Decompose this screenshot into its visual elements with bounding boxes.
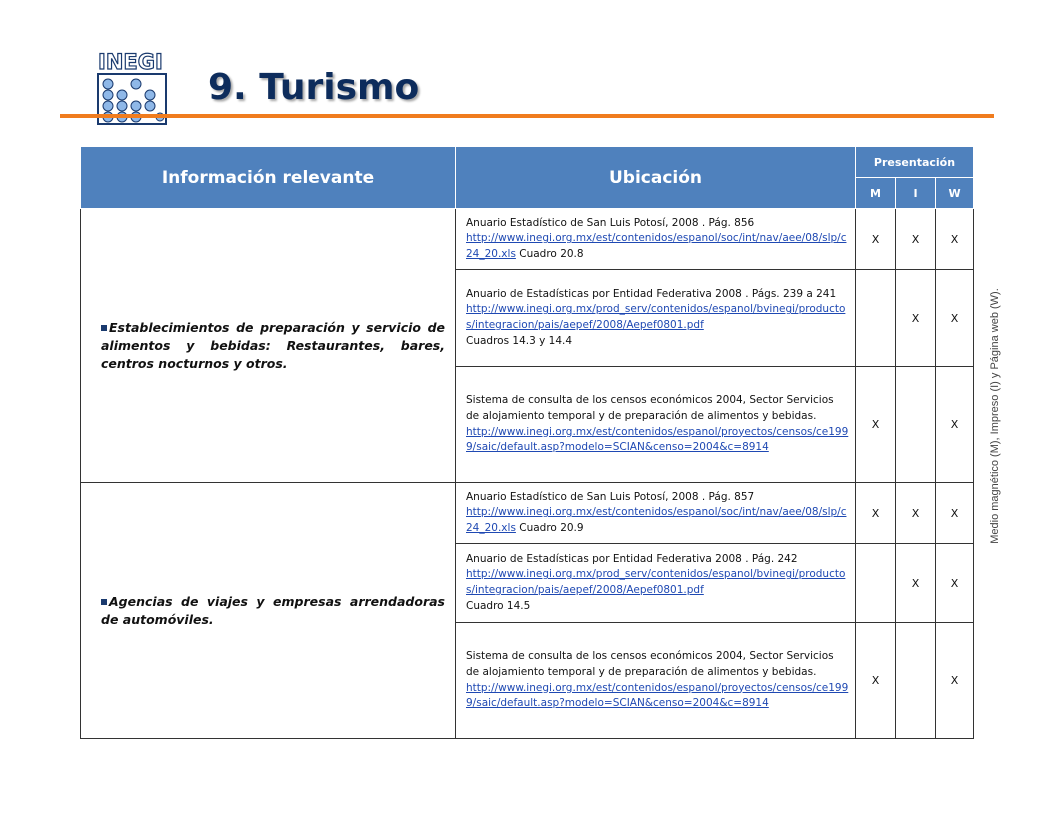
source-link[interactable]: http://www.inegi.org.mx/prod_serv/contenidos/espanol/bvinegi/productos/integracion/pais/aepef/2008/Aepef0801.pdf xyxy=(466,568,846,596)
mark-m xyxy=(856,544,896,623)
mark-m: X xyxy=(856,209,896,270)
group-label: Agencias de viajes y empresas arrendadoras de automóviles. xyxy=(101,593,445,627)
mark-w: X xyxy=(936,270,974,367)
source-link[interactable]: http://www.inegi.org.mx/prod_serv/contenidos/espanol/bvinegi/productos/integracion/pais/aepef/2008/Aepef0801.pdf xyxy=(466,303,846,331)
source-link[interactable]: http://www.inegi.org.mx/est/contenidos/espanol/proyectos/censos/ce1999/saic/default.asp?modelo=SCIAN&censo=2004&c=8914 xyxy=(466,425,849,454)
source-title: Sistema de consulta de los censos económicos 2004, Sector Servicios de alojamiento temporal y de preparación de alimentos y bebidas. xyxy=(466,394,834,422)
side-note-text: Medio magnético (M), Impreso (I) y Página web (W). xyxy=(989,288,1001,544)
side-note xyxy=(985,262,1005,570)
location-cell xyxy=(456,483,856,544)
mark-m: X xyxy=(856,623,896,739)
source-title: Anuario de Estadísticas por Entidad Federativa 2008 . Págs. 239 a 241 xyxy=(466,287,837,300)
source-link[interactable]: http://www.inegi.org.mx/est/contenidos/espanol/proyectos/censos/ce1999/saic/default.asp?modelo=SCIAN&censo=2004&c=8914 xyxy=(466,681,849,710)
location-cell xyxy=(456,623,856,739)
mark-i: X xyxy=(896,483,936,544)
location-cell xyxy=(456,209,856,270)
header-m: M xyxy=(856,178,896,209)
title-divider xyxy=(60,114,994,118)
mark-w: X xyxy=(936,209,974,270)
header-w: W xyxy=(936,178,974,209)
source-title: Anuario Estadístico de San Luis Potosí, 2008 . Pág. 857 xyxy=(466,490,755,503)
mark-i: X xyxy=(896,270,936,367)
table-row xyxy=(81,209,974,270)
group-label: Establecimientos de preparación y servicio de alimentos y bebidas: Restaurantes, bares, centros nocturnos y otros. xyxy=(101,319,445,371)
source-note: Cuadro 20.8 xyxy=(515,247,584,260)
source-link[interactable]: http://www.inegi.org.mx/est/contenidos/espanol/soc/int/nav/aee/08/slp/c24_20.xls xyxy=(466,232,847,260)
header-presentacion: Presentación xyxy=(856,147,974,178)
source-title: Anuario Estadístico de San Luis Potosí, 2008 . Pág. 856 xyxy=(466,216,755,229)
mark-w: X xyxy=(936,544,974,623)
location-cell xyxy=(456,544,856,623)
mark-m: X xyxy=(856,483,896,544)
header-i: I xyxy=(896,178,936,209)
source-note: Cuadro 14.5 xyxy=(466,599,531,612)
mark-i xyxy=(896,367,936,483)
group-label-cell xyxy=(81,209,456,483)
mark-w: X xyxy=(936,623,974,739)
source-link[interactable]: http://www.inegi.org.mx/est/contenidos/espanol/soc/int/nav/aee/08/slp/c24_20.xls xyxy=(466,506,847,534)
source-note: Cuadros 14.3 y 14.4 xyxy=(466,334,573,347)
bullet-icon xyxy=(101,599,107,605)
logo-text: INEGI xyxy=(98,50,163,74)
group-label-cell xyxy=(81,483,456,739)
location-cell xyxy=(456,367,856,483)
header-info: Información relevante xyxy=(81,147,456,209)
mark-i xyxy=(896,623,936,739)
mark-i: X xyxy=(896,544,936,623)
header-ubicacion: Ubicación xyxy=(456,147,856,209)
bullet-icon xyxy=(101,325,107,331)
location-cell xyxy=(456,270,856,367)
mark-i: X xyxy=(896,209,936,270)
source-title: Anuario de Estadísticas por Entidad Federativa 2008 . Pág. 242 xyxy=(466,552,798,565)
mark-m: X xyxy=(856,367,896,483)
table-row xyxy=(81,483,974,544)
mark-w: X xyxy=(936,367,974,483)
page-title: 9. Turismo xyxy=(208,67,420,108)
source-note: Cuadro 20.9 xyxy=(515,521,584,534)
tourism-table xyxy=(80,146,974,739)
mark-m xyxy=(856,270,896,367)
mark-w: X xyxy=(936,483,974,544)
source-title: Sistema de consulta de los censos económicos 2004, Sector Servicios de alojamiento temporal y de preparación de alimentos y bebidas. xyxy=(466,650,834,678)
